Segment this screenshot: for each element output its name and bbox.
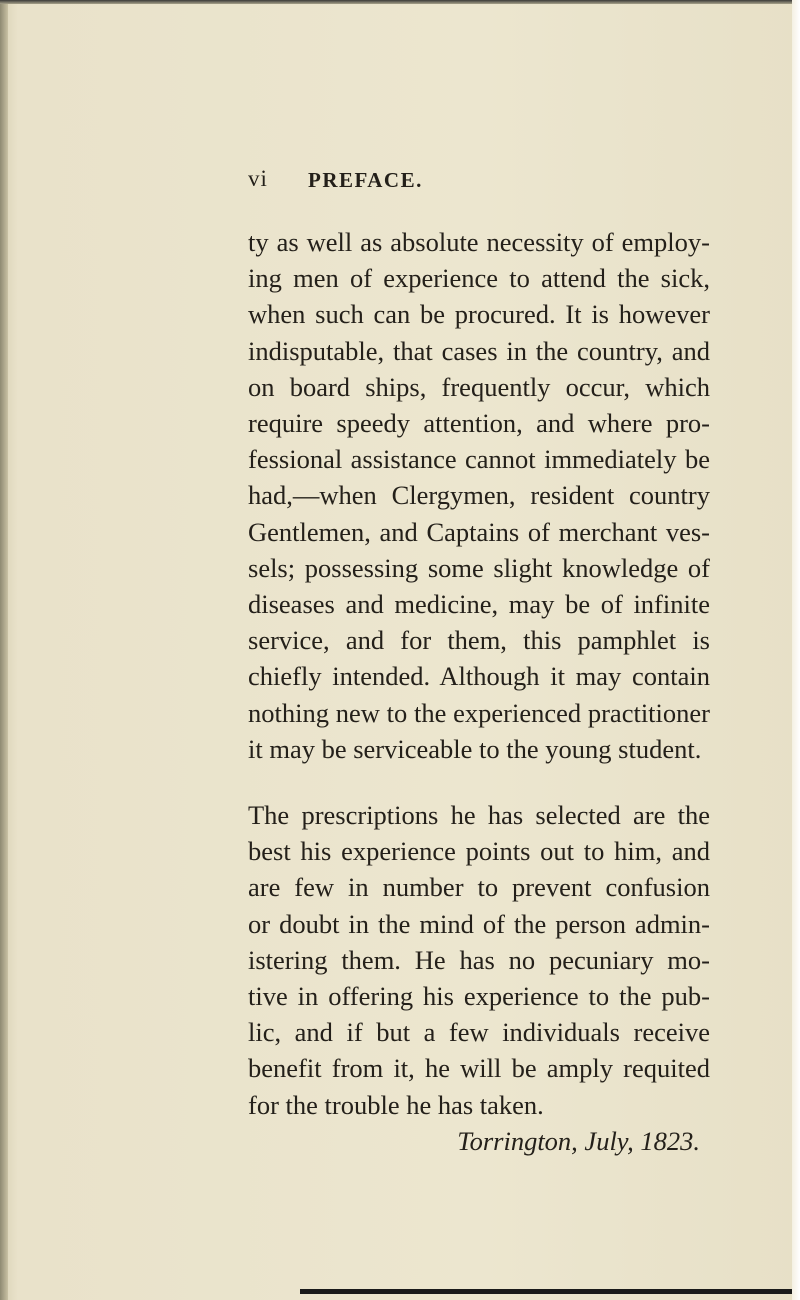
text-line: are few in number to prevent confusion xyxy=(248,872,710,903)
text-line: on board ships, frequently occur, which xyxy=(248,371,710,402)
text-line: diseases and medicine, may be of infinite xyxy=(248,589,710,620)
text-line: or doubt in the mind of the person admin- xyxy=(248,908,710,939)
text-line: benefit from it, he will be amply requited xyxy=(248,1053,710,1084)
text-line: it may be serviceable to the young student. xyxy=(248,733,702,764)
paragraph-gap xyxy=(248,767,710,797)
text-line: service, and for them, this pamphlet is xyxy=(248,625,710,656)
running-head xyxy=(0,166,800,206)
text-line: indisputable, that cases in the country, and xyxy=(248,335,710,366)
preface-body xyxy=(248,224,710,1159)
text-line: best his experience points out to him, and xyxy=(248,836,710,867)
text-line: had,—when Clergymen, resident country xyxy=(248,480,710,511)
text-line: ty as well as absolute necessity of employ- xyxy=(248,227,710,257)
text-line: istering them. He has no pecuniary mo- xyxy=(248,944,710,975)
paragraph-2 xyxy=(248,797,710,1123)
text-line: for the trouble he has taken. xyxy=(248,1089,544,1120)
text-line: sels; possessing some slight knowledge of xyxy=(248,552,710,583)
page-bottom-edge xyxy=(300,1289,792,1294)
text-line: lic, and if but a few individuals receive xyxy=(248,1017,710,1048)
text-line: fessional assistance cannot immediately be xyxy=(248,444,710,475)
page-top-edge xyxy=(0,0,800,4)
text-line: ing men of experience to attend the sick, xyxy=(248,263,710,294)
text-line: chiefly intended. Although it may contain xyxy=(248,661,710,692)
text-line: The prescriptions he has selected are the xyxy=(248,800,710,831)
text-line: Gentlemen, and Captains of merchant ves- xyxy=(248,516,710,547)
text-line: tive in offering his experience to the pub- xyxy=(248,981,710,1012)
text-line: require speedy attention, and where pro- xyxy=(248,408,710,439)
page-number: vi xyxy=(248,166,268,191)
section-title: PREFACE. xyxy=(308,168,423,192)
place-date-signature: Torrington, July, 1823. xyxy=(457,1125,700,1156)
text-line: nothing new to the experienced practitioner xyxy=(248,697,710,728)
text-line: when such can be procured. It is however xyxy=(248,299,710,330)
paragraph-1 xyxy=(248,224,710,767)
